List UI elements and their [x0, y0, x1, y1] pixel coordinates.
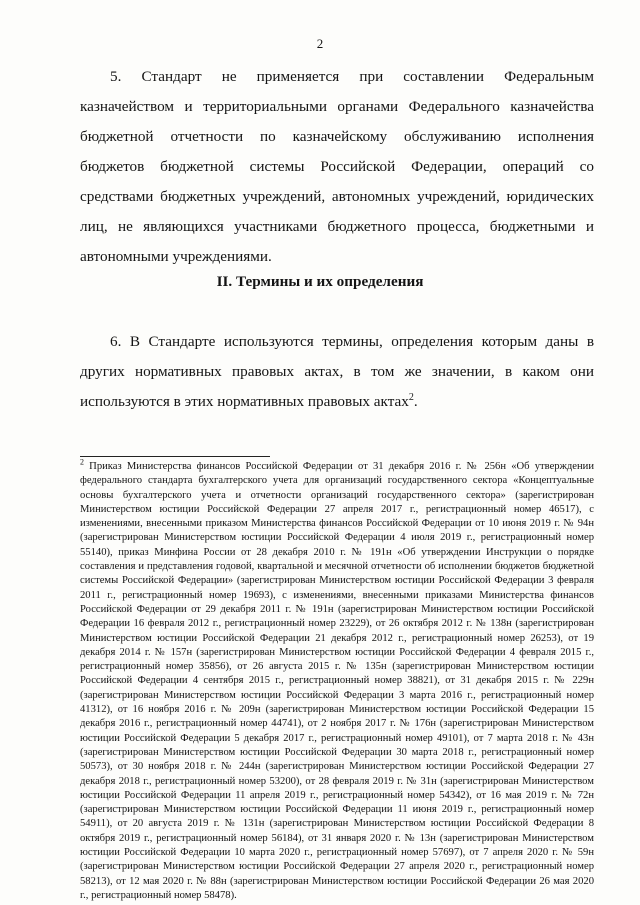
footnote-2	[80, 457, 594, 903]
footnote-divider	[80, 456, 270, 457]
paragraph-6	[80, 327, 594, 417]
paragraph-6-end: .	[413, 393, 418, 410]
section-heading: II. Термины и их определения	[216, 273, 424, 290]
footnote-mark: 2	[80, 457, 84, 467]
footnote-text: Приказ Министерства финансов Российской Федерации от 31 декабря 2016 г. № 256н «Об утверждении федерального стандарта бухгалтерского учета для организаций государственного сектора «Концептуальные основы бухгалтерского учета и отчетности организаций государственного сектора» (зарегистрирован Министерством юстиции Российской Федерации 27 апреля 2017 г., регистрационный номер 46517), с изменениями, внесенными приказом Министерства финансов Российской Федерации от 10 июня 2019 г. № 94н (зарегистрирован Министерством юстиции Российской Федерации 4 июля 2019 г., регистрационный номер 55140), приказ Минфина России от 28 декабря 2010 г. № 191н «Об утверждении Инструкции о порядке составления и представления годовой, квартальной и месячной отчетности об исполнении бюджетов бюджетной системы Российской Федерации» (зарегистрирован Министерством юстиции Российской Федерации 3 февраля 2011 г., регистрационный номер 19693), с изменениями, внесенными приказами Министерства финансов Российской Федерации от 29 декабря 2011 г. № 191н (зарегистрирован Министерством юстиции Российской Федерации 16 февраля 2012 г., регистрационный номер 23229), от 26 октября 2012 г. № 138н (зарегистрирован Министерством юстиции Российской Федерации 21 декабря 2012 г., регистрационный номер 26253), от 19 декабря 2014 г. № 157н (зарегистрирован Министерством юстиции Российской Федерации 4 февраля 2015 г., регистрационный номер 35856), от 26 августа 2015 г. № 135н (зарегистрирован Министерством юстиции Российской Федерации 4 сентября 2015 г., регистрационный номер 38821), от 31 декабря 2015 г. № 229н (зарегистрирован Министерством юстиции Российской Федерации 3 марта 2016 г., регистрационный номер 41312), от 16 ноября 2016 г. № 209н (зарегистрирован Министерством юстиции Российской Федерации 15 декабря 2016 г., регистрационный номер 44741), от 2 ноября 2017 г. № 176н (зарегистрирован Министерством юстиции Российской Федерации 5 декабря 2017 г., регистрационный номер 49101), от 7 марта 2018 г. № 43н (зарегистрирован Министерством юстиции Российской Федерации 30 марта 2018 г., регистрационный номер 50573), от 30 ноября 2018 г. № 244н (зарегистрирован Министерством юстиции Российской Федерации 27 декабря 2018 г., регистрационный номер 53200), от 28 февраля 2019 г. № 31н (зарегистрирован Министерством юстиции Российской Федерации 11 апреля 2019 г., регистрационный номер 54342), от 16 мая 2019 г. № 72н (зарегистрирован Министерством юстиции Российской Федерации 11 июня 2019 г., регистрационный номер 54911), от 20 августа 2019 г. № 131н (зарегистрирован Министерством юстиции Российской Федерации 8 октября 2019 г., регистрационный номер 56184), от 31 января 2020 г. № 13н (зарегистрирован Министерством юстиции Российской Федерации 10 марта 2020 г., регистрационный номер 57697), от 7 апреля 2020 г. № 59н (зарегистрирован Министерством юстиции Российской Федерации 27 апреля 2020 г., регистрационный номер 58213), от 12 мая 2020 г. № 88н (зарегистрирован Министерством юстиции Российской Федерации 26 мая 2020 г., регистрационный номер 58478).	[80, 461, 594, 901]
footnote-reference[interactable]: 2	[408, 391, 414, 403]
paragraph-6-text: 6. В Стандарте используются термины, определения которым даны в других нормативных правовых актах, в том же значении, в каком они используются в этих нормативных правовых актах	[80, 333, 594, 410]
page-number: 2	[316, 36, 324, 51]
paragraph-5: 5. Стандарт не применяется при составлении Федеральным казначейством и территориальными органами Федерального казначейства бюджетной отчетности по казначейскому обслуживанию исполнения бюджетов бюджетной системы Российской Федерации, операций со средствами бюджетных учреждений, автономных учреждений, юридических лиц, не являющихся участниками бюджетного процесса, бюджетными и автономными учреждениями.	[80, 68, 594, 265]
